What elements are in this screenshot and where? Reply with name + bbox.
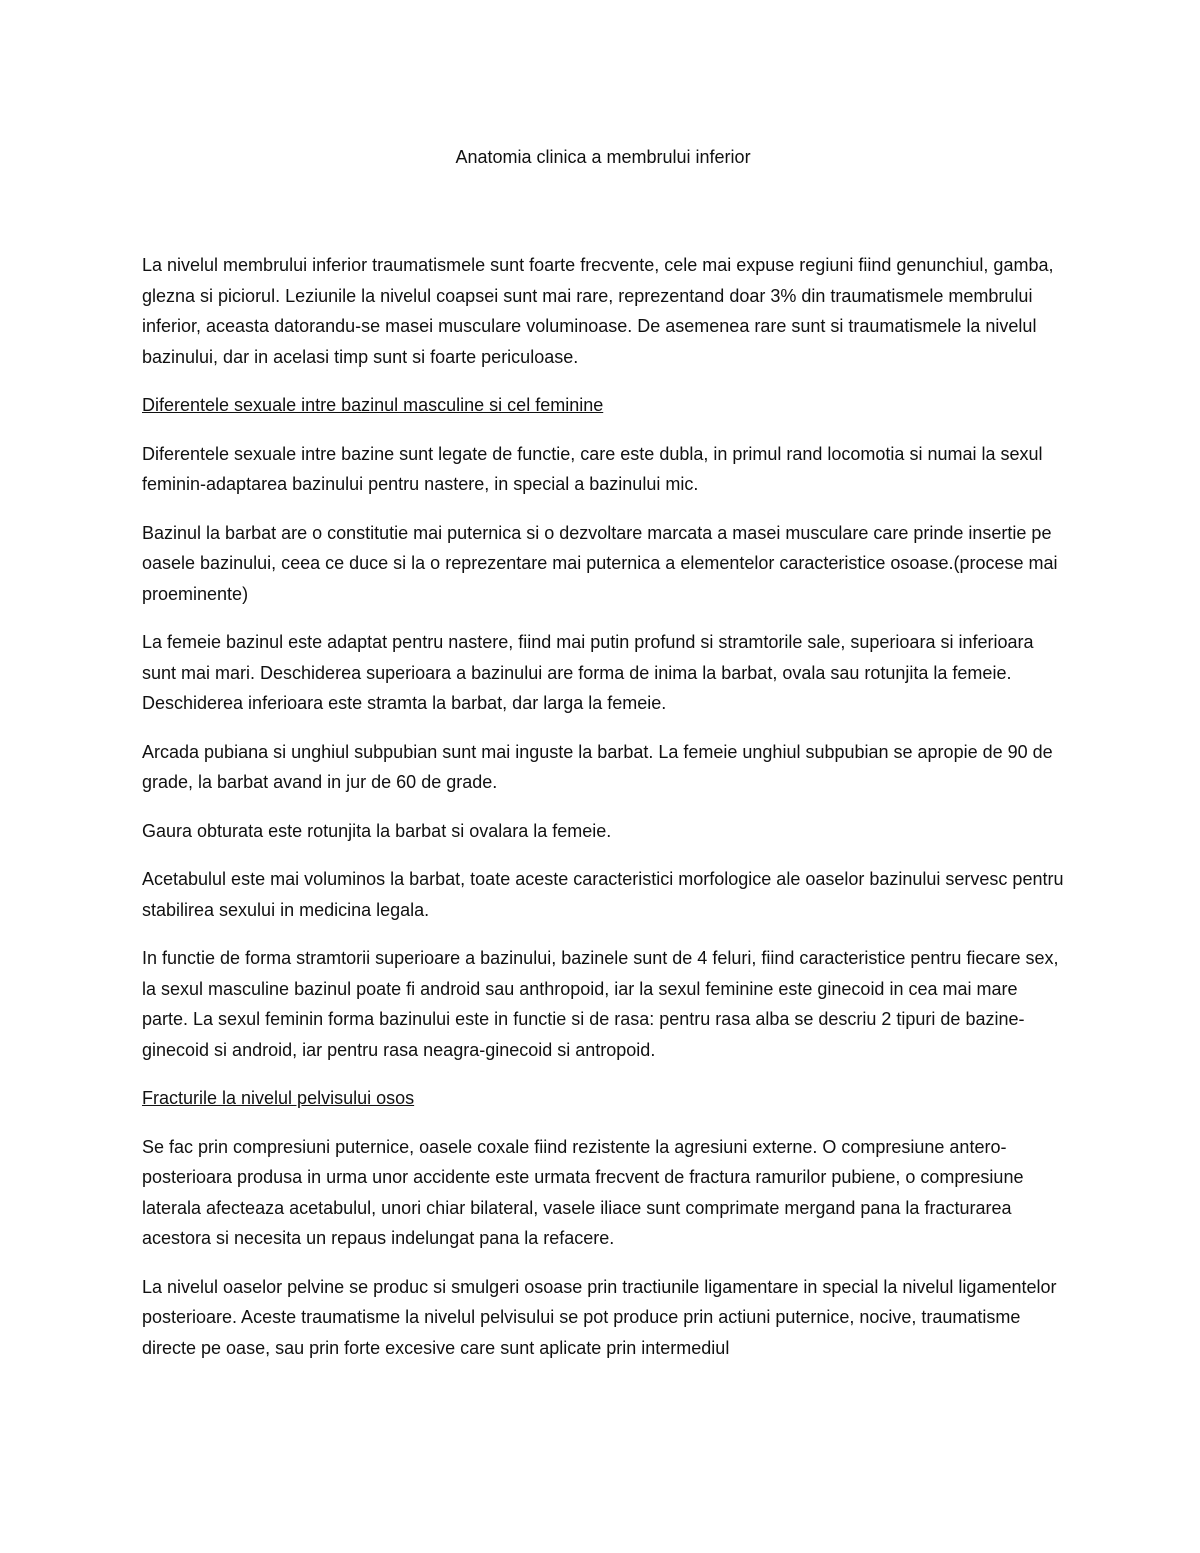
- paragraph: Se fac prin compresiuni puternice, oasele coxale fiind rezistente la agresiuni externe. O compresiune antero-posterioara produsa in urma unor accidente este urmata frecvent de fractura ramurilor pubiene, o compresiune laterala afecteaza acetabulul, unori chiar bilateral, vasele iliace sunt comprimate mergand pana la fracturarea acestora si necesita un repaus indelungat pana la refacere.: [142, 1136, 1024, 1248]
- intro-paragraph: La nivelul membrului inferior traumatismele sunt foarte frecvente, cele mai expuse regiuni fiind genunchiul, gamba, glezna si piciorul. Leziunile la nivelul coapsei sunt mai rare, reprezentand doar 3% din traumatismele membrului inferior, aceasta datorandu-se masei musculare voluminoase. De asemenea rare sunt si traumatismele la nivelul bazinului, dar in acelasi timp sunt si foarte periculoase.: [142, 255, 1054, 367]
- paragraph: La nivelul oaselor pelvine se produc si smulgeri osoase prin tractiunile ligamentare in special la nivelul ligamentelor posterioare. Aceste traumatisme la nivelul pelvisului se pot produce prin actiuni puternice, nocive, traumatisme directe pe oase, sau prin forte excesive care sunt aplicate prin intermediul: [142, 1276, 1057, 1358]
- paragraph: Bazinul la barbat are o constitutie mai puternica si o dezvoltare marcata a masei musculare care prinde insertie pe oasele bazinului, ceea ce duce si la o reprezentare mai puternica a elementelor caracteristice osoase.(procese mai proeminente): [142, 522, 1058, 604]
- document-body: [142, 142, 1064, 1381]
- document-title: Anatomia clinica a membrului inferior: [455, 147, 751, 167]
- paragraph: La femeie bazinul este adaptat pentru nastere, fiind mai putin profund si stramtorile sale, superioara si inferioara sunt mai mari. Deschiderea superioara a bazinului are forma de inima la barbat, ovala sau rotunjita la femeie. Deschiderea inferioara este stramta la barbat, dar larga la femeie.: [142, 632, 1034, 713]
- paragraph: Gaura obturata este rotunjita la barbat si ovalara la femeie.: [142, 820, 612, 841]
- section-heading-sexual-differences: Diferentele sexuale intre bazinul masculine si cel feminine: [142, 395, 604, 415]
- paragraph: Arcada pubiana si unghiul subpubian sunt mai inguste la barbat. La femeie unghiul subpubian se apropie de 90 de grade, la barbat avand in jur de 60 de grade.: [142, 741, 1053, 792]
- section-heading-pelvic-fractures: Fracturile la nivelul pelvisului osos: [142, 1088, 415, 1108]
- paragraph: Diferentele sexuale intre bazine sunt legate de functie, care este dubla, in primul rand locomotia si numai la sexul feminin-adaptarea bazinului pentru nastere, in special a bazinului mic.: [142, 443, 1043, 494]
- paragraph: In functie de forma stramtorii superioare a bazinului, bazinele sunt de 4 feluri, fiind caracteristice pentru fiecare sex, la sexul masculine bazinul poate fi android sau anthropoid, iar la sexul feminine este ginecoid in cea mai mare parte. La sexul feminin forma bazinului este in functie si de rasa: pentru rasa alba se descriu 2 tipuri de bazine- ginecoid si android, iar pentru rasa neagra-ginecoid si antropoid.: [142, 948, 1059, 1060]
- paragraph: Acetabulul este mai voluminos la barbat, toate aceste caracteristici morfologice ale oaselor bazinului servesc pentru stabilirea sexului in medicina legala.: [142, 869, 1064, 920]
